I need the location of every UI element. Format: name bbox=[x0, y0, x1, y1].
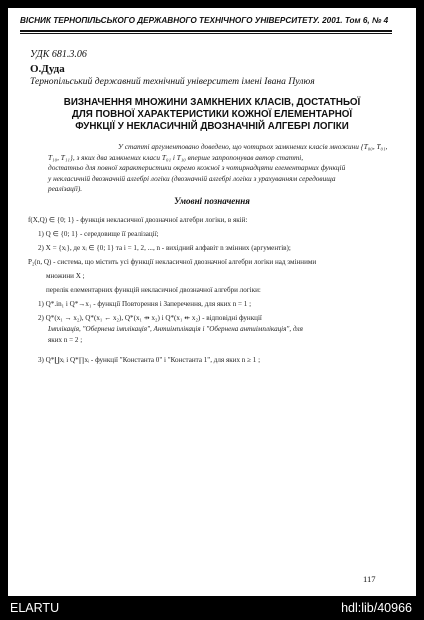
body-line: f(X,Q) ∈ {0; 1} - функція некласичної двозначної алгебри логіки, в якій: bbox=[28, 216, 248, 224]
affiliation: Тернопільський державний технічний університет імені Івана Пулюя bbox=[30, 76, 315, 87]
abstract-line: достатньо для повної характеристики окремо кожної з чотирнадцяти елементарних функцій bbox=[48, 163, 346, 173]
udk-code: УДК 681.3.06 bbox=[30, 49, 87, 60]
header-rule-thin bbox=[20, 33, 392, 34]
section-heading: Умовні позначення bbox=[174, 196, 250, 206]
title-line: ФУНКЦІЇ У НЕКЛАСИЧНІЙ ДВОЗНАЧНІЙ АЛГЕБРІ ЛОГІКИ bbox=[75, 121, 349, 132]
body-line: P₂(n, Q) - система, що містить усі функції некласичної двозначної алгебри логіки над змінними bbox=[28, 258, 317, 266]
document-page bbox=[8, 8, 416, 596]
article-title bbox=[30, 97, 394, 133]
body-line: яких n = 2 ; bbox=[48, 336, 83, 344]
header-rule-thick bbox=[20, 30, 392, 32]
body-line: 1) Q*.in₁ і Q*→x₁ - функції Повторення і Заперечення, для яких n = 1 ; bbox=[38, 300, 252, 308]
abstract-line: T₁₀, T₁₁}, з яких два замкнених класи T₀₁ і T₁₀ вперше запропонував автор статті, bbox=[48, 152, 304, 162]
handle-id: hdl:lib/40966 bbox=[341, 601, 412, 615]
repository-name: ELARTU bbox=[10, 601, 60, 615]
title-line: ДЛЯ ПОВНОЇ ХАРАКТЕРИСТИКИ КОЖНОЇ ЕЛЕМЕНТАРНОЇ bbox=[71, 109, 353, 120]
page-number: 117 bbox=[363, 574, 376, 584]
body-line: 3) Q*∐xᵢ і Q*∏xᵢ - функції "Константа 0" і "Константа 1", для яких n ≥ 1 ; bbox=[38, 356, 261, 364]
body-line: 1) Q ∈ {0; 1} - середовище її реалізації; bbox=[38, 230, 159, 238]
title-line: ВИЗНАЧЕННЯ МНОЖИНИ ЗАМКНЕНИХ КЛАСІВ, ДОСТАТНЬОЇ bbox=[63, 97, 361, 108]
abstract bbox=[48, 142, 388, 195]
body-line: множини X ; bbox=[46, 272, 85, 280]
body-line: 2) Q*(x₁ → x₂), Q*(x₁ ← x₂), Q*(x₁ ⇸ x₂) і Q*(x₁ ⇷ x₂) - відповідні функції bbox=[38, 314, 262, 322]
author-name: О.Дуда bbox=[30, 63, 65, 75]
abstract-line: реалізації). bbox=[48, 184, 83, 194]
footer-bar bbox=[0, 596, 424, 620]
body-line: перелік елементарних функцій некласичної двозначної алгебри логіки: bbox=[46, 286, 261, 294]
body-line: 2) X = {xᵢ}, де xᵢ ∈ {0; 1} та i = 1, 2, ..., n - вихідний алфавіт n змінних (аргументів); bbox=[38, 244, 291, 252]
body-line: Імплікація, "Обернена імплікація", Антиімплікація і "Обернена антиімплікація", для bbox=[48, 325, 303, 333]
journal-header: ВІСНИК ТЕРНОПІЛЬСЬКОГО ДЕРЖАВНОГО ТЕХНІЧНОГО УНІВЕРСИТЕТУ. 2001. Том 6, № 4 bbox=[20, 16, 389, 25]
abstract-line: У статті аргументовано доведено, що чотирьох замкнених класів множини {T₀₀, T₀₁, bbox=[118, 142, 388, 151]
abstract-line: у некласичній двозначній алгебрі логіки (двозначній алгебрі логіки з урахуванням середовища bbox=[48, 173, 336, 183]
